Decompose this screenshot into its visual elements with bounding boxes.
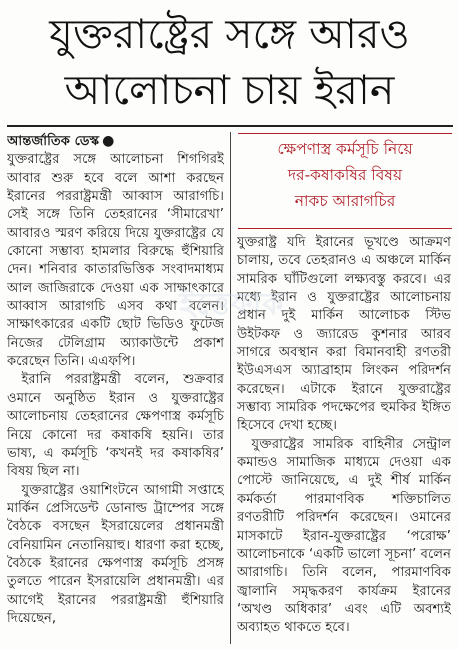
pull-quote [238, 136, 452, 226]
column-divider [230, 132, 231, 644]
pull-quote-top-rule [238, 133, 452, 134]
headline-line-1: যুক্তরাষ্ট্রের সঙ্গে আরও [49, 10, 410, 58]
article-paragraph-4: যুক্তরাষ্ট্র যদি ইরানের ভূখণ্ডে আক্রমণ চালায়, তবে তেহরানও এ অঞ্চলে মার্কিন সামরিক ঘাঁটিগুলো লক্ষ্যবস্তু করবে। এর মধ্যে ইরান ও যুক্তরাষ্ট্রের আলোচনায় প্রধান দুই মার্কিন আলোচক স্টিভ উইটকফ ও জ্যারেড কুশনার আরব সাগরে অবস্থান করা বিমানবাহী রণতরী ইউএসএস অ্যাব্রাহাম লিংকন পরিদর্শন করেছেন। এটাকে ইরানে যুক্তরাষ্ট্রের সম্ভাব্য সামরিক পদক্ষেপের হুমকির ইঙ্গিত হিসেবে দেখা হচ্ছে। [237, 235, 451, 434]
article-paragraph-3: যুক্তরাষ্ট্রের ওয়াশিংটনে আগামী সপ্তাহে মার্কিন প্রেসিডেন্ট ডোনাল্ড ট্রাম্পের সঙ্গে বৈঠকে বসছেন ইসরায়েলের প্রধানমন্ত্রী বেনিয়ামিন নেতানিয়াহু। ধারণা করা হচ্ছে, বৈঠকে ইরানের ক্ষেপণাস্ত্র কর্মসূচি প্রসঙ্গ তুলতে পারেন ইসরায়েলি প্রধানমন্ত্রী। এর আগেই ইরানের পররাষ্ট্রমন্ত্রী হুঁশিয়ারি দিয়েছেন, [7, 482, 224, 626]
article-left-column [7, 132, 224, 644]
headline-line-2: আলোচনা চায় ইরান [64, 66, 395, 114]
headline-divider [7, 125, 453, 127]
article-paragraph-5: যুক্তরাষ্ট্রের সামরিক বাহিনীর সেন্ট্রাল কমান্ডও সামাজিক মাধ্যমে দেওয়া এক পোস্টে জানিয়েছে, এ দুই শীর্ষ মার্কিন কর্মকর্তা পারমাণবিক শক্তিচালিত রণতরীটি পরিদর্শন করেছেন। ওমানের মাসকাটে ইরান-যুক্তরাষ্ট্রের ‘পরোক্ষ’ আলোচনাকে ‘একটি ভালো সূচনা’ বলেন আরাগচি। তিনি বলেন, পারমাণবিক জ্বালানি সমৃদ্ধকরণ কার্যক্রম ইরানের ‘অখণ্ড অধিকার’ এবং এটি অবশ্যই অব্যাহত থাকতে হবে। [237, 436, 451, 636]
article-paragraph-2: ইরানি পররাষ্ট্রমন্ত্রী বলেন, শুক্রবার ওমানে অনুষ্ঠিত ইরান ও যুক্তরাষ্ট্রের আলোচনায় তেহরানের ক্ষেপণাস্ত্র কর্মসূচি নিয়ে কোনো দর কষাকষি হয়নি। তার ভাষ্য, এ কর্মসূচি ‘কখনই দর কষাকষির’ বিষয় ছিল না। [7, 372, 224, 480]
bullet-icon: ● [102, 133, 115, 149]
pull-quote-line-3: নাকচ আরাগচির [294, 192, 396, 210]
headline [0, 6, 459, 118]
article-paragraph-1: যুক্তরাষ্ট্রের সঙ্গে আলোচনা শিগগিরই আবার শুরু হবে বলে আশা করছেন ইরানের পররাষ্ট্রমন্ত্রী আব্বাস আরাগচি। সেই সঙ্গে তিনি তেহরানের ‘সীমারেখা’ আবারও স্মরণ করিয়ে দিয়ে যুক্তরাষ্ট্রের যে কোনো সম্ভাব্য হামলার বিরুদ্ধে হুঁশিয়ারি দেন। শনিবার কাতারভিত্তিক সংবাদমাধ্যম আল জাজিরাকে দেওয়া এক সাক্ষাৎকারে আব্বাস আরাগচি এসব কথা বলেন। সাক্ষাৎকারের একটি ছোট ভিডিও ফুটেজ নিজের টেলিগ্রাম অ্যাকাউন্টে প্রকাশ করেছেন তিনি। এএফপি। [7, 152, 224, 370]
desk-label: আন্তর্জাতিক ডেস্ক [7, 134, 100, 149]
pull-quote-line-1: ক্ষেপণাস্ত্র কর্মসূচি নিয়ে [277, 140, 413, 158]
pull-quote-bottom-rule [238, 228, 452, 229]
desk-byline [7, 132, 224, 151]
watermark: ইত্তেফাক [179, 287, 285, 322]
pull-quote-line-2: দর-কষাকষির বিষয় [287, 166, 403, 184]
